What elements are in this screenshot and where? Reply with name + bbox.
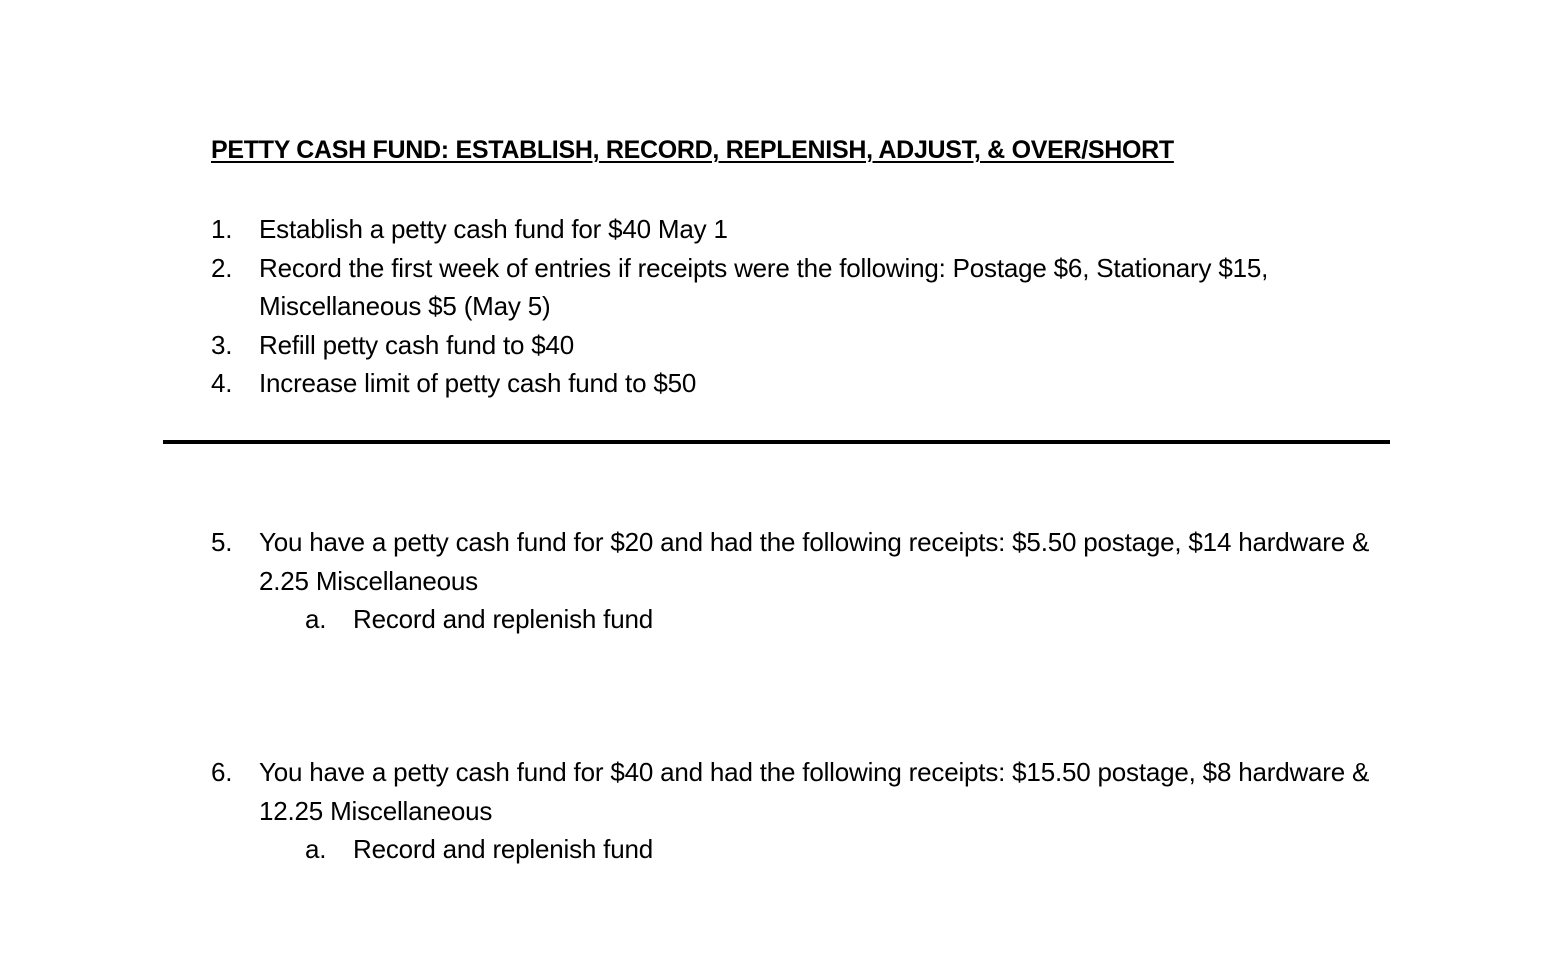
- sub-list-item: [305, 830, 653, 869]
- sub-list-item: [305, 600, 653, 639]
- document-title: PETTY CASH FUND: ESTABLISH, RECORD, REPLENISH, ADJUST, & OVER/SHORT: [211, 136, 1174, 164]
- item-text: Record the first week of entries if receipts were the following: Postage $6, Stationary $15, Miscellaneous $5 (May 5): [259, 252, 1269, 321]
- item-text: Establish a petty cash fund for $40 May 1: [259, 214, 728, 244]
- section-divider: [163, 440, 1390, 444]
- item-text: Refill petty cash fund to $40: [259, 329, 575, 360]
- list-item: [211, 326, 1371, 365]
- item-text: You have a petty cash fund for $40 and had the following receipts: $15.50 postage, $8 hardware & 12.25 Miscellaneous: [259, 757, 1370, 826]
- item-number: 4.: [211, 368, 233, 398]
- sub-item-text: Record and replenish fund: [353, 834, 653, 864]
- item-number: 3.: [211, 329, 233, 360]
- item-text: Increase limit of petty cash fund to $50: [259, 368, 697, 398]
- list-item: [211, 210, 1371, 249]
- item-number: 2.: [211, 252, 233, 283]
- item-number: 1.: [211, 214, 233, 244]
- sub-item-text: Record and replenish fund: [353, 604, 653, 634]
- list-item: [211, 523, 1371, 600]
- item-number: 5.: [211, 527, 233, 557]
- sub-item-letter: a.: [305, 834, 327, 864]
- list-item: [211, 249, 1371, 326]
- sub-item-letter: a.: [305, 604, 327, 634]
- list-item: [211, 364, 1371, 403]
- item-number: 6.: [211, 757, 233, 787]
- list-item: [211, 753, 1371, 830]
- item-text: You have a petty cash fund for $20 and had the following receipts: $5.50 postage, $14 hardware & 2.25 Miscellaneous: [259, 527, 1370, 596]
